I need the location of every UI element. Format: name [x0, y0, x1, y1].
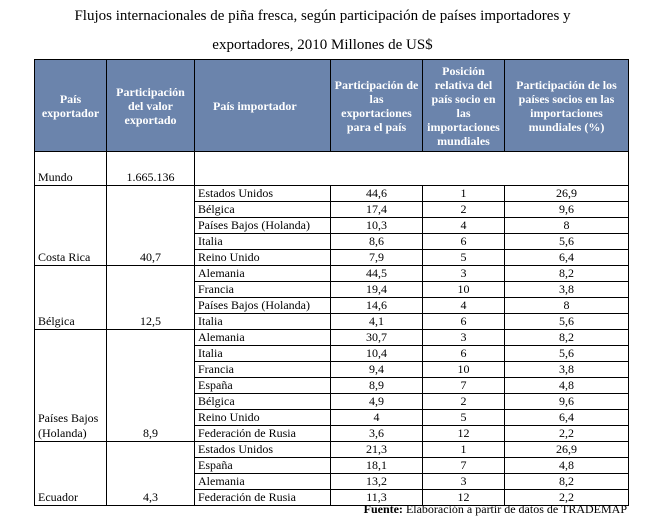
importer-cell: Países Bajos (Holanda) — [195, 218, 331, 234]
importer-cell: Federación de Rusia — [195, 490, 331, 506]
rank-cell: 1 — [423, 442, 505, 458]
importer-cell: Italia — [195, 234, 331, 250]
world-share-cell: 9,6 — [505, 202, 629, 218]
importer-cell: Bélgica — [195, 202, 331, 218]
table-row-world — [35, 152, 629, 186]
world-share-cell: 5,6 — [505, 234, 629, 250]
importer-cell: Federación de Rusia — [195, 426, 331, 442]
exporter-cell: Ecuador — [35, 442, 107, 506]
export-share-cell: 18,1 — [331, 458, 423, 474]
export-share-cell: 11,3 — [331, 490, 423, 506]
rank-cell: 10 — [423, 282, 505, 298]
rank-cell: 5 — [423, 410, 505, 426]
table-row — [35, 266, 629, 282]
world-share-cell: 26,9 — [505, 186, 629, 202]
export-share-cell: 30,7 — [331, 330, 423, 346]
header-exporter: País exportador — [35, 60, 107, 152]
world-share-cell: 9,6 — [505, 394, 629, 410]
world-share-cell: 8,2 — [505, 330, 629, 346]
world-share-cell: 4,8 — [505, 378, 629, 394]
importer-cell: Reino Unido — [195, 250, 331, 266]
source-text: Elaboración a partir de datos de TRADEMAP — [405, 502, 627, 516]
pineapple-trade-table — [34, 59, 629, 506]
exported-share-cell: 12,5 — [107, 266, 195, 330]
world-share-cell: 3,8 — [505, 282, 629, 298]
rank-cell: 5 — [423, 250, 505, 266]
header-row — [35, 60, 629, 152]
export-share-cell: 10,3 — [331, 218, 423, 234]
world-exporter-cell: Mundo — [35, 152, 107, 186]
header-share-exports: Participación de las exportaciones para el país — [331, 60, 423, 152]
source-note — [364, 502, 627, 517]
world-share-cell: 8,2 — [505, 474, 629, 490]
world-share-cell: 26,9 — [505, 442, 629, 458]
rank-cell: 2 — [423, 202, 505, 218]
rank-cell: 6 — [423, 346, 505, 362]
rank-cell: 4 — [423, 218, 505, 234]
world-share-cell: 2,2 — [505, 426, 629, 442]
world-share-cell: 5,6 — [505, 314, 629, 330]
importer-cell: España — [195, 378, 331, 394]
rank-cell: 1 — [423, 186, 505, 202]
rank-cell: 7 — [423, 458, 505, 474]
export-share-cell: 4,1 — [331, 314, 423, 330]
exporter-cell: Bélgica — [35, 266, 107, 330]
importer-cell: Estados Unidos — [195, 186, 331, 202]
rank-cell: 3 — [423, 266, 505, 282]
exporter-cell: Costa Rica — [35, 186, 107, 266]
table-row — [35, 442, 629, 458]
export-share-cell: 44,5 — [331, 266, 423, 282]
world-share-cell: 6,4 — [505, 410, 629, 426]
title-line-2: exportadores, 2010 Millones de US$ — [212, 37, 433, 53]
export-share-cell: 10,4 — [331, 346, 423, 362]
export-share-cell: 7,9 — [331, 250, 423, 266]
importer-cell: Países Bajos (Holanda) — [195, 298, 331, 314]
rank-cell: 12 — [423, 426, 505, 442]
header-share-exported: Participación del valor exportado — [107, 60, 195, 152]
export-share-cell: 9,4 — [331, 362, 423, 378]
table-body — [35, 152, 629, 506]
importer-cell: Reino Unido — [195, 410, 331, 426]
world-share-cell: 3,8 — [505, 362, 629, 378]
export-share-cell: 21,3 — [331, 442, 423, 458]
world-share-cell: 2,2 — [505, 490, 629, 506]
source-label: Fuente: — [363, 502, 403, 516]
rank-cell: 3 — [423, 330, 505, 346]
importer-cell: Francia — [195, 282, 331, 298]
importer-cell: España — [195, 458, 331, 474]
rank-cell: 6 — [423, 234, 505, 250]
exported-share-cell: 40,7 — [107, 186, 195, 266]
export-share-cell: 8,6 — [331, 234, 423, 250]
export-share-cell: 14,6 — [331, 298, 423, 314]
header-importer: País importador — [195, 60, 331, 152]
rank-cell: 10 — [423, 362, 505, 378]
world-share-cell: 8,2 — [505, 266, 629, 282]
export-share-cell: 4 — [331, 410, 423, 426]
table-title — [0, 2, 645, 60]
rank-cell: 7 — [423, 378, 505, 394]
export-share-cell: 44,6 — [331, 186, 423, 202]
world-empty-cell — [195, 152, 629, 186]
world-share-cell: 5,6 — [505, 346, 629, 362]
importer-cell: Alemania — [195, 266, 331, 282]
importer-cell: Estados Unidos — [195, 442, 331, 458]
export-share-cell: 19,4 — [331, 282, 423, 298]
exported-share-cell: 4,3 — [107, 442, 195, 506]
export-share-cell: 3,6 — [331, 426, 423, 442]
header-rank: Posición relativa del país socio en las importaciones mundiales — [423, 60, 505, 152]
rank-cell: 3 — [423, 474, 505, 490]
rank-cell: 12 — [423, 490, 505, 506]
export-share-cell: 13,2 — [331, 474, 423, 490]
exported-share-cell: 8,9 — [107, 330, 195, 442]
importer-cell: Alemania — [195, 330, 331, 346]
export-share-cell: 17,4 — [331, 202, 423, 218]
header-share-world: Participación de los países socios en las importaciones mundiales (%) — [505, 60, 629, 152]
rank-cell: 6 — [423, 314, 505, 330]
world-share-cell: 8 — [505, 298, 629, 314]
table-row — [35, 330, 629, 346]
world-share-cell: 6,4 — [505, 250, 629, 266]
world-share-cell: 4,8 — [505, 458, 629, 474]
importer-cell: Italia — [195, 314, 331, 330]
rank-cell: 2 — [423, 394, 505, 410]
world-share-cell: 1.665.136 — [107, 152, 195, 186]
title-line-1: Flujos internacionales de piña fresca, según participación de países importadores y — [74, 8, 571, 24]
export-share-cell: 4,9 — [331, 394, 423, 410]
importer-cell: Francia — [195, 362, 331, 378]
importer-cell: Bélgica — [195, 394, 331, 410]
importer-cell: Italia — [195, 346, 331, 362]
exporter-cell: Países Bajos (Holanda) — [35, 330, 107, 442]
world-share-cell: 8 — [505, 218, 629, 234]
table-row — [35, 186, 629, 202]
importer-cell: Alemania — [195, 474, 331, 490]
export-share-cell: 8,9 — [331, 378, 423, 394]
rank-cell: 4 — [423, 298, 505, 314]
